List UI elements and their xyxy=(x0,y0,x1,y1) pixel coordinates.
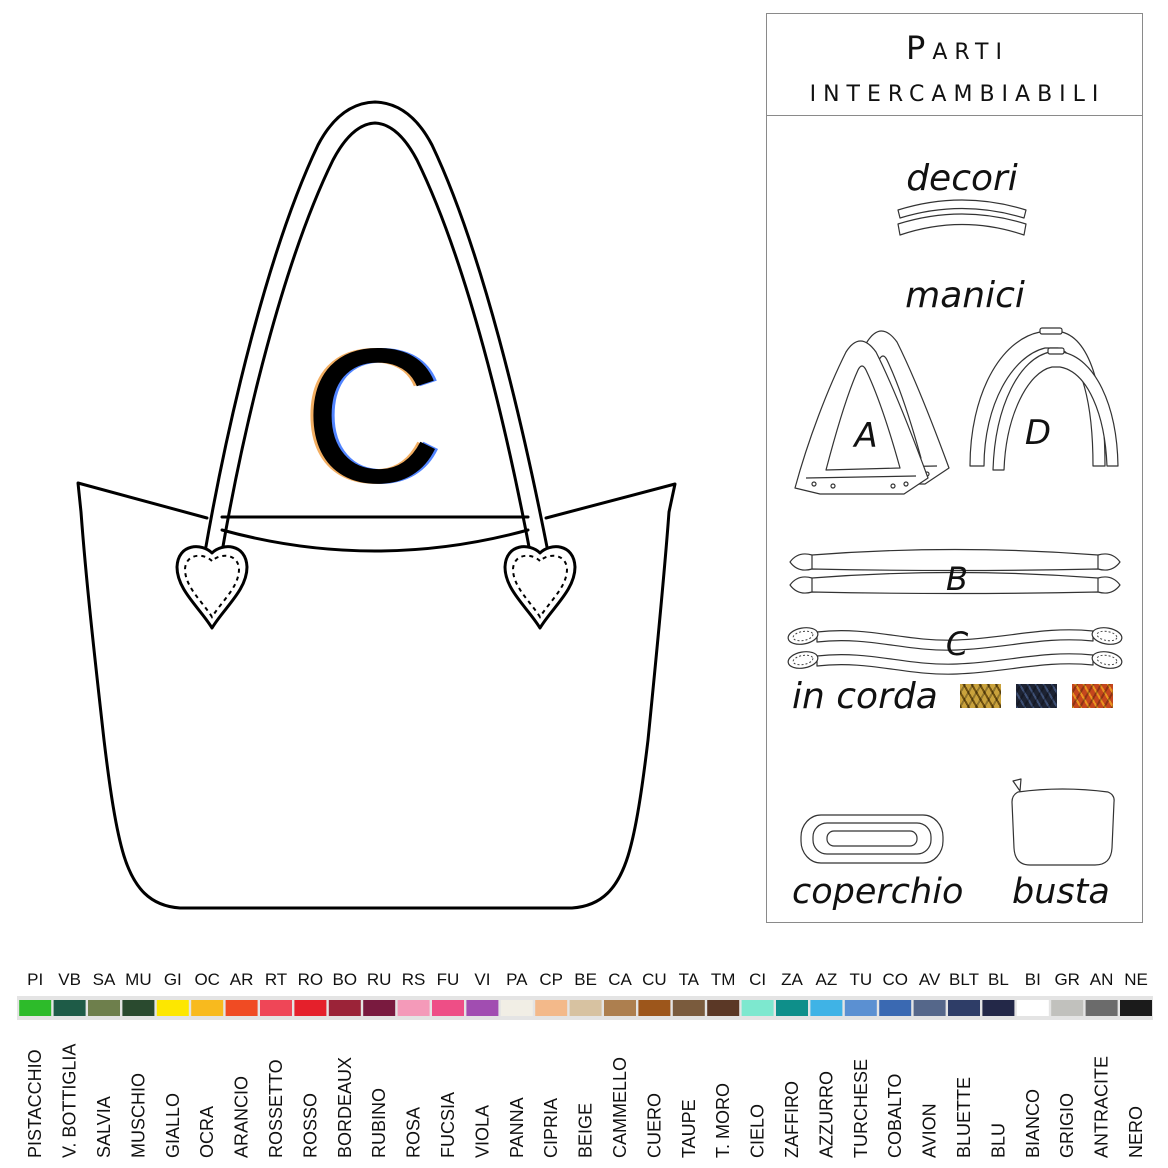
color-name-ci: CIELO xyxy=(747,1103,768,1158)
color-swatch-cu xyxy=(638,1000,670,1016)
color-code-ta: TA xyxy=(678,970,700,989)
color-code-sa: SA xyxy=(92,970,116,989)
color-name-cu: CUERO xyxy=(644,1092,665,1158)
color-name-co: COBALTO xyxy=(885,1073,906,1158)
busta-illustration xyxy=(1012,779,1114,865)
color-swatch-bo xyxy=(329,1000,361,1016)
color-swatch-vi xyxy=(466,1000,498,1016)
color-swatch-cp xyxy=(535,1000,567,1016)
handle-a-label: A xyxy=(854,416,878,456)
color-swatch-az xyxy=(810,1000,842,1016)
decori-label: decori xyxy=(906,158,1018,199)
color-code-pi: PI xyxy=(27,970,44,989)
color-swatch-ca xyxy=(604,1000,636,1016)
color-swatch-pa xyxy=(501,1000,533,1016)
color-code-rs: RS xyxy=(401,970,426,989)
color-swatch-vb xyxy=(54,1000,86,1016)
color-name-ro: ROSSO xyxy=(300,1092,321,1158)
color-name-vb: V. BOTTIGLIA xyxy=(59,1043,80,1158)
manici-label: manici xyxy=(905,275,1025,316)
color-code-rt: RT xyxy=(264,970,288,989)
color-swatch-za xyxy=(776,1000,808,1016)
color-swatch-tu xyxy=(845,1000,877,1016)
color-swatch-sa xyxy=(88,1000,120,1016)
color-name-an: ANTRACITE xyxy=(1091,1055,1112,1158)
color-swatch-blt xyxy=(948,1000,980,1016)
color-name-tu: TURCHESE xyxy=(850,1058,871,1158)
color-name-gr: GRIGIO xyxy=(1057,1092,1078,1158)
panel-title xyxy=(766,27,1142,111)
color-code-tu: TU xyxy=(849,970,873,989)
color-code-gi: GI xyxy=(163,970,182,989)
color-name-be: BEIGE xyxy=(575,1102,596,1158)
strap-c-label: C xyxy=(945,625,969,663)
color-name-ne: NERO xyxy=(1126,1105,1146,1158)
color-swatch-pi xyxy=(19,1000,51,1016)
color-swatch-an xyxy=(1086,1000,1118,1016)
color-name-bo: BORDEAUX xyxy=(334,1056,355,1158)
color-name-pa: PANNA xyxy=(506,1097,527,1158)
color-code-bl: BL xyxy=(988,970,1009,989)
color-swatch-gi xyxy=(157,1000,189,1016)
color-code-an: AN xyxy=(1089,970,1114,989)
color-swatch-ci xyxy=(742,1000,774,1016)
color-swatch-ar xyxy=(226,1000,258,1016)
color-code-ci: CI xyxy=(749,970,767,989)
color-name-ru: RUBINO xyxy=(369,1087,390,1158)
interchangeable-parts-panel xyxy=(766,14,1143,923)
color-name-av: AVION xyxy=(919,1103,940,1158)
color-name-ta: TAUPE xyxy=(678,1099,699,1158)
rope-swatch-navy xyxy=(1016,684,1057,708)
color-name-vi: VIOLA xyxy=(472,1104,493,1158)
color-code-tm: TM xyxy=(710,970,736,989)
color-swatch-ro xyxy=(294,1000,326,1016)
color-swatch-mu xyxy=(122,1000,154,1016)
color-swatch-bi xyxy=(1017,1000,1049,1016)
color-name-az: AZZURRO xyxy=(816,1071,837,1158)
color-swatch-gr xyxy=(1051,1000,1083,1016)
color-code-vb: VB xyxy=(58,970,81,989)
coperchio-illustration xyxy=(801,815,943,863)
color-code-bi: BI xyxy=(1024,970,1041,989)
color-code-bo: BO xyxy=(332,970,358,989)
color-code-ne: NE xyxy=(1124,970,1148,989)
color-swatch-rt xyxy=(260,1000,292,1016)
color-name-sa: SALVIA xyxy=(94,1096,114,1158)
color-name-bi: BIANCO xyxy=(1022,1088,1043,1158)
bag-body-outline xyxy=(78,483,675,908)
color-name-bl: BLU xyxy=(988,1122,1009,1158)
color-swatch-ru xyxy=(363,1000,395,1016)
color-swatch-fu xyxy=(432,1000,464,1016)
color-swatch-av xyxy=(914,1000,946,1016)
color-swatch-co xyxy=(879,1000,911,1016)
rope-swatch-gold xyxy=(960,684,1001,708)
bag-rim-bottom xyxy=(222,530,528,551)
color-swatch-ta xyxy=(673,1000,705,1016)
bag-monogram: C xyxy=(303,308,443,523)
color-code-za: ZA xyxy=(781,970,803,989)
corda-label: in corda xyxy=(792,676,938,717)
color-swatch-bl xyxy=(982,1000,1014,1016)
color-name-oc: OCRA xyxy=(197,1105,218,1158)
color-name-pi: PISTACCHIO xyxy=(25,1049,46,1158)
color-swatch-oc xyxy=(191,1000,223,1016)
coperchio-label: coperchio xyxy=(792,872,964,912)
color-swatch-tm xyxy=(707,1000,739,1016)
color-name-tm: T. MORO xyxy=(713,1083,734,1158)
color-name-ca: CAMMELLO xyxy=(610,1056,630,1158)
color-code-ru: RU xyxy=(366,970,392,989)
color-name-blt: BLUETTE xyxy=(954,1076,974,1158)
color-code-az: AZ xyxy=(815,970,838,989)
color-code-blt: BLT xyxy=(949,970,979,989)
color-name-gi: GIALLO xyxy=(162,1092,183,1158)
color-code-fu: FU xyxy=(436,970,460,989)
color-swatch-rs xyxy=(398,1000,430,1016)
color-name-fu: FUCSIA xyxy=(438,1091,458,1158)
color-code-gr: GR xyxy=(1054,970,1080,989)
color-name-mu: MUSCHIO xyxy=(128,1073,149,1158)
handle-d-label: D xyxy=(1024,413,1052,453)
color-name-za: ZAFFIRO xyxy=(782,1081,802,1158)
color-code-cu: CU xyxy=(642,970,667,989)
color-code-ca: CA xyxy=(608,970,632,989)
busta-label: busta xyxy=(1012,872,1110,912)
color-swatch-be xyxy=(570,1000,602,1016)
handle-attachment-right xyxy=(505,547,575,628)
rope-swatch-orange xyxy=(1072,684,1113,708)
color-name-ar: ARANCIO xyxy=(231,1075,252,1158)
panel-title-line-2: intercambiabili xyxy=(809,71,1106,109)
color-name-cp: CIPRIA xyxy=(541,1097,562,1158)
color-code-oc: OC xyxy=(194,970,220,989)
color-code-co: CO xyxy=(882,970,908,989)
color-code-pa: PA xyxy=(506,970,528,989)
strap-b-label: B xyxy=(946,560,968,598)
panel-title-line-1: Parti xyxy=(906,29,1009,67)
color-name-rt: ROSSETTO xyxy=(266,1059,286,1158)
color-code-be: BE xyxy=(574,970,597,989)
color-code-ro: RO xyxy=(297,970,324,989)
color-code-ar: AR xyxy=(229,970,254,989)
color-swatch-ne xyxy=(1120,1000,1152,1016)
handle-attachment-left xyxy=(177,547,247,628)
color-code-cp: CP xyxy=(539,970,564,989)
color-name-rs: ROSA xyxy=(403,1106,424,1158)
color-code-mu: MU xyxy=(125,970,152,989)
color-code-vi: VI xyxy=(474,970,491,989)
color-code-av: AV xyxy=(918,970,941,989)
